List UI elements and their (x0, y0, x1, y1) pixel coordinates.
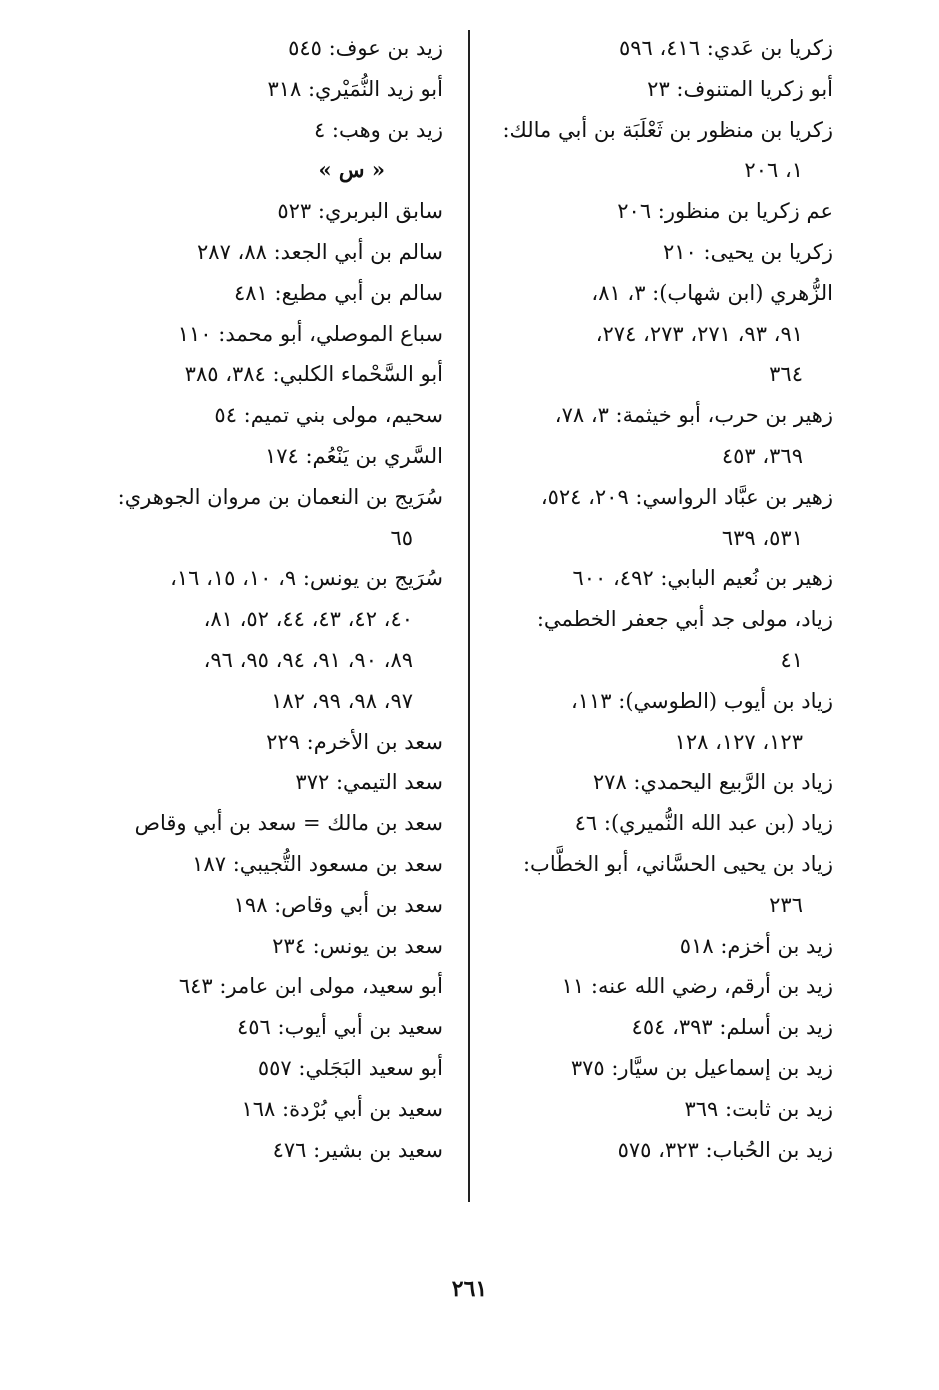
index-entry: زهير بن حرب، أبو خيثمة: ٣، ٧٨، (554, 403, 833, 428)
index-entry: زيد بن ثابت: ٣٦٩ (684, 1096, 833, 1121)
index-entry: أبو سعيد البَجَلي: ٥٥٧ (257, 1055, 443, 1080)
index-entry-continuation: ٦٥ (390, 525, 413, 550)
index-entry: أبو سعيد، مولى ابن عامر: ٦٤٣ (178, 974, 443, 999)
index-entry-continuation: ٩١، ٩٣، ٢٧١، ٢٧٣، ٢٧٤، (595, 321, 803, 346)
index-entry-continuation: ٣٦٩، ٤٥٣ (721, 443, 803, 468)
index-entry-continuation: ٢٣٦ (769, 892, 803, 917)
index-entry-continuation: ٩٧، ٩٨، ٩٩، ١٨٢ (271, 688, 413, 713)
index-entry: سابق البربري: ٥٢٣ (277, 199, 443, 224)
index-entry: سالم بن أبي مطيع: ٤٨١ (234, 280, 443, 305)
index-entry: سعيد بن أبي بُرْدة: ١٦٨ (241, 1096, 443, 1121)
index-entry: زيد بن وهب: ٤ (313, 117, 443, 142)
index-entry: زياد بن يحيى الحسَّاني، أبو الخطَّاب: (522, 851, 833, 876)
index-entry: سُرَيج بن يونس: ٩، ١٠، ١٥، ١٦، (170, 566, 443, 591)
index-entry: سعد بن يونس: ٢٣٤ (272, 933, 443, 958)
index-entry: سالم بن أبي الجعد: ٨٨، ٢٨٧ (197, 239, 443, 264)
index-entry-continuation: ٨٩، ٩٠، ٩١، ٩٤، ٩٥، ٩٦، (203, 647, 413, 672)
index-entry: سعد بن أبي وقاص: ١٩٨ (233, 892, 443, 917)
index-entry-continuation: ٥٣١، ٦٣٩ (721, 525, 803, 550)
index-entry: زياد بن الرَّبيع اليحمدي: ٢٧٨ (592, 770, 833, 795)
page-number: ٢٦١ (451, 1276, 488, 1302)
index-entry: زيد بن إسماعيل بن سيَّار: ٣٧٥ (570, 1055, 833, 1080)
index-entry: زهير بن عبَّاد الرواسي: ٢٠٩، ٥٢٤، (540, 484, 833, 509)
index-entry: سباع الموصلي، أبو محمد: ١١٠ (177, 321, 443, 346)
index-entry: الزُّهري (ابن شهاب): ٣، ٨١، (591, 280, 833, 305)
index-entry-continuation: ١٢٣، ١٢٧، ١٢٨ (674, 729, 803, 754)
index-entry: عم زكريا بن منظور: ٢٠٦ (617, 199, 833, 224)
index-entry: سعد بن الأخرم: ٢٢٩ (266, 729, 443, 754)
column-divider (468, 30, 470, 1202)
index-entry: سحيم، مولى بني تميم: ٥٤ (214, 403, 443, 428)
index-entry: أبو زيد النُّمَيْري: ٣١٨ (267, 76, 443, 101)
index-entry: زيد بن عوف: ٥٤٥ (288, 36, 443, 60)
index-entry: زيد بن الحُباب: ٣٢٣، ٥٧٥ (617, 1137, 833, 1162)
index-entry: أبو زكريا المتنوف: ٢٣ (647, 76, 833, 101)
section-letter-heading: « س » (318, 157, 385, 183)
index-entry: أبو السَّحْماء الكلبي: ٣٨٤، ٣٨٥ (184, 362, 443, 387)
index-entry-continuation: ٤٠، ٤٢، ٤٣، ٤٤، ٥٢، ٨١، (203, 607, 413, 632)
index-column-left (103, 28, 443, 1170)
index-column-right (498, 28, 833, 1170)
index-entry: سعد بن مسعود التُّجيبي: ١٨٧ (192, 851, 443, 876)
index-entry: سعيد بن أبي أيوب: ٤٥٦ (236, 1015, 443, 1040)
index-entry: زهير بن نُعيم البابي: ٤٩٢، ٦٠٠ (572, 566, 833, 591)
index-entry: زيد بن أسلم: ٣٩٣، ٤٥٤ (631, 1015, 833, 1040)
index-entry: زكريا بن منظور بن ثَعْلَبَة بن أبي مالك: (502, 117, 833, 142)
index-entry-continuation: ٣٦٤ (769, 362, 803, 387)
index-entry-continuation: ١، ٢٠٦ (744, 158, 803, 183)
index-entry: السَّري بن يَنْعُم: ١٧٤ (264, 443, 443, 468)
index-entry: سعد التيمي: ٣٧٢ (295, 770, 443, 795)
index-entry: زيد بن أخزم: ٥١٨ (679, 933, 833, 958)
index-entry: زياد، مولى جد أبي جعفر الخطمي: (536, 607, 833, 632)
index-entry: زيد بن أرقم، رضي الله عنه: ١١ (561, 974, 833, 999)
index-entry-continuation: ٤١ (780, 647, 803, 672)
index-entry: زياد بن أيوب (الطوسي): ١١٣، (570, 688, 833, 713)
index-entry: سعد بن مالك = سعد بن أبي وقاص (134, 811, 443, 836)
index-entry: زكريا بن يحيى: ٢١٠ (663, 239, 833, 264)
index-entry: سعيد بن بشير: ٤٧٦ (272, 1137, 443, 1162)
index-entry: سُرَيج بن النعمان بن مروان الجوهري: (117, 484, 443, 509)
index-entry: زياد (بن عبد الله النُّميري): ٤٦ (574, 811, 833, 836)
index-entry: زكريا بن عَدي: ٤١٦، ٥٩٦ (618, 36, 833, 60)
